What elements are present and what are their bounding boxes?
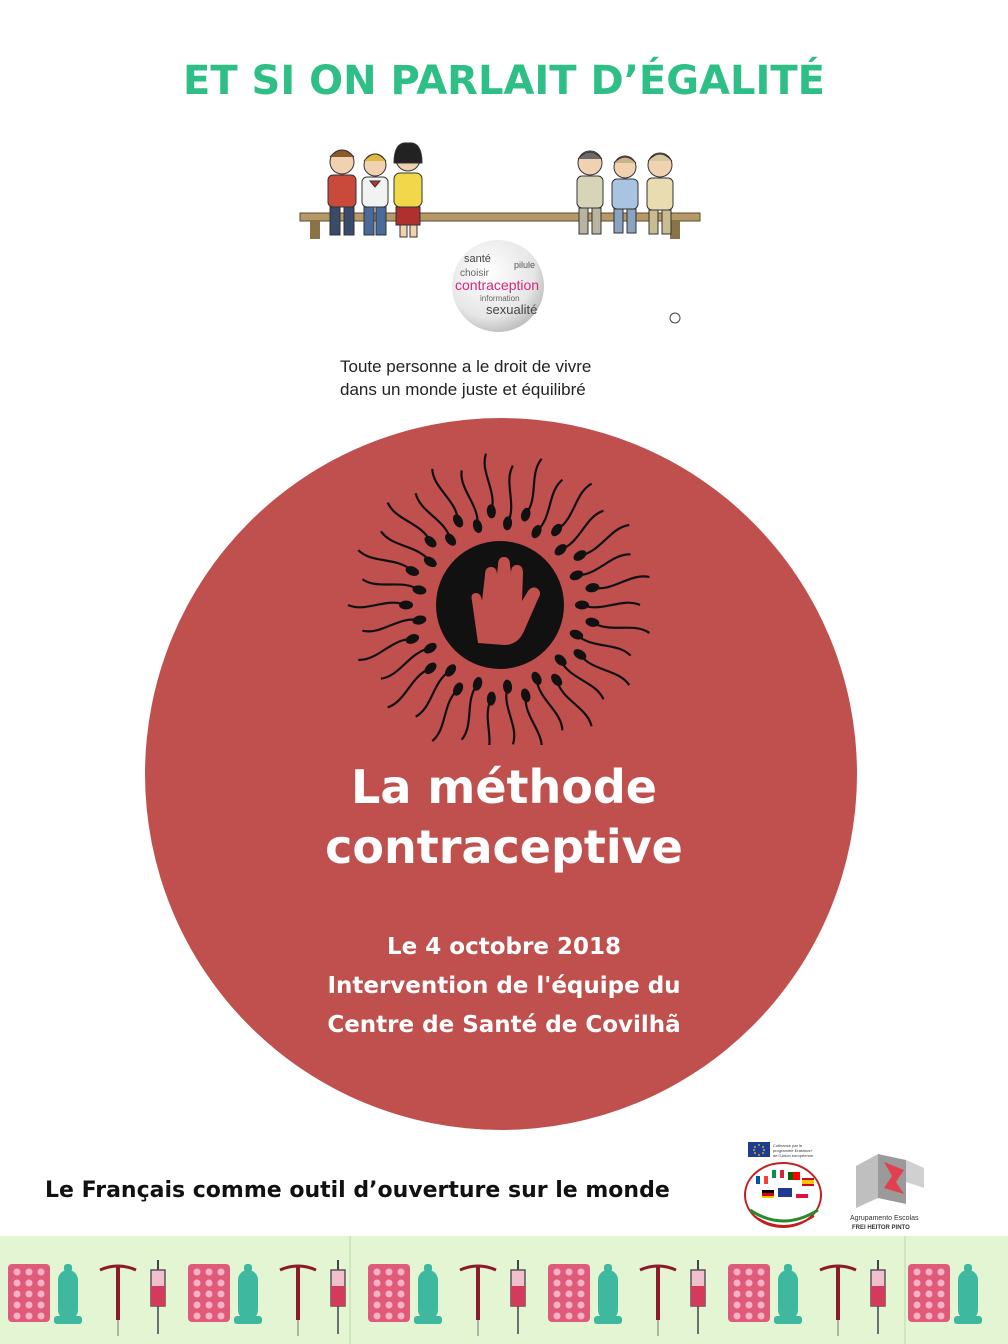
pill — [206, 1280, 213, 1287]
pill — [758, 1313, 765, 1320]
sperm-tail — [381, 648, 430, 679]
sperm-tail — [592, 622, 649, 633]
condom-tip — [424, 1264, 432, 1272]
school-logo-text: Agrupamento Escolas — [850, 1215, 919, 1222]
sperm-tail — [506, 687, 514, 745]
event-detail-line: Intervention de l'équipe du — [327, 973, 681, 999]
pill — [374, 1280, 381, 1287]
pill — [926, 1291, 933, 1298]
pill — [938, 1291, 945, 1298]
pill — [566, 1302, 573, 1309]
sperm-tail — [362, 579, 419, 590]
condom-rim — [594, 1316, 622, 1324]
pill — [914, 1269, 921, 1276]
pill — [734, 1269, 741, 1276]
sperm-tail — [576, 635, 630, 656]
subtitle-line: Toute personne a le droit de vivre — [340, 357, 592, 376]
sphere-word: sexualité — [486, 302, 538, 317]
footer-motto: Le Français comme outil d’ouverture sur le monde — [45, 1178, 670, 1203]
pill — [398, 1291, 405, 1298]
pill — [194, 1313, 201, 1320]
sphere-word: information — [480, 294, 520, 303]
svg-text:Cofinancé par le: Cofinancé par le — [773, 1143, 803, 1148]
pill — [14, 1313, 21, 1320]
pill — [554, 1313, 561, 1320]
pill — [578, 1291, 585, 1298]
condom — [418, 1270, 438, 1320]
sperm-head — [552, 542, 568, 558]
pill — [758, 1280, 765, 1287]
syringe-fluid — [871, 1286, 885, 1306]
sperm-head — [443, 531, 459, 548]
pill — [926, 1269, 933, 1276]
sperm-tail — [362, 619, 419, 631]
pill — [38, 1313, 45, 1320]
pill — [926, 1280, 933, 1287]
condom — [58, 1270, 78, 1320]
pill — [206, 1302, 213, 1309]
pill — [566, 1313, 573, 1320]
sperm-head — [422, 641, 439, 656]
pill — [218, 1302, 225, 1309]
pill — [758, 1302, 765, 1309]
pill — [374, 1302, 381, 1309]
pill — [578, 1280, 585, 1287]
pill — [218, 1291, 225, 1298]
pill — [194, 1302, 201, 1309]
condom — [238, 1270, 258, 1320]
sperm-head — [451, 513, 465, 530]
pill — [218, 1269, 225, 1276]
sperm-tail — [580, 525, 629, 556]
pill — [746, 1302, 753, 1309]
subtitle — [340, 355, 700, 401]
sperm-tail — [576, 554, 630, 575]
event-date: Le 4 octobre 2018 — [387, 934, 621, 960]
condom-tip — [244, 1264, 252, 1272]
pill — [578, 1269, 585, 1276]
sperm-head — [519, 687, 531, 703]
syringe-fluid — [691, 1286, 705, 1306]
sperm-head — [549, 522, 565, 539]
pill — [566, 1291, 573, 1298]
sperm-tail — [557, 680, 592, 726]
main-title-line: La méthode — [351, 760, 657, 814]
pill — [386, 1269, 393, 1276]
sperm-tail — [485, 454, 493, 512]
pill — [938, 1269, 945, 1276]
sperm-head — [585, 617, 600, 628]
sperm-tail — [526, 695, 542, 745]
pill — [38, 1269, 45, 1276]
pill — [578, 1302, 585, 1309]
pill — [14, 1280, 21, 1287]
pill — [554, 1280, 561, 1287]
pill — [398, 1313, 405, 1320]
sperm-head — [529, 670, 543, 687]
pill — [194, 1291, 201, 1298]
pill — [374, 1313, 381, 1320]
pill — [26, 1313, 33, 1320]
pill — [734, 1302, 741, 1309]
school-logo — [848, 1148, 930, 1234]
condom — [598, 1270, 618, 1320]
sperm-head — [412, 614, 427, 625]
pill — [374, 1269, 381, 1276]
sperm-tail — [358, 639, 412, 660]
sperm-tail — [561, 511, 604, 550]
pill — [914, 1280, 921, 1287]
pill — [38, 1280, 45, 1287]
sperm-tail — [348, 603, 406, 608]
sperm-head — [572, 548, 589, 563]
sperm-tail — [580, 654, 629, 685]
pill — [398, 1269, 405, 1276]
pill — [938, 1280, 945, 1287]
pill — [206, 1291, 213, 1298]
event-details — [0, 928, 1008, 1045]
sperm-head — [422, 534, 438, 550]
condom — [778, 1270, 798, 1320]
event-detail-line: Centre de Santé de Covilhã — [327, 1012, 681, 1038]
sperm-head — [568, 569, 584, 582]
sperm-tail — [381, 531, 430, 562]
sphere-word: santé — [464, 253, 491, 265]
sperm-tail — [526, 459, 542, 515]
svg-text:de l'Union européenne: de l'Union européenne — [773, 1153, 814, 1158]
contraception-word-sphere — [450, 238, 546, 334]
sperm-tail — [592, 576, 649, 588]
pill — [914, 1302, 921, 1309]
pill — [566, 1269, 573, 1276]
condom-rim — [774, 1316, 802, 1324]
sperm-tail — [486, 699, 491, 745]
pill — [386, 1291, 393, 1298]
condom — [958, 1270, 978, 1320]
pill — [746, 1313, 753, 1320]
pill — [206, 1313, 213, 1320]
pill — [14, 1291, 21, 1298]
pill — [734, 1291, 741, 1298]
condom-tip — [964, 1264, 972, 1272]
pill — [914, 1313, 921, 1320]
sperm-tail — [582, 603, 640, 608]
sperm-tail — [508, 466, 513, 524]
pill — [554, 1302, 561, 1309]
pill — [734, 1313, 741, 1320]
sphere-word: choisir — [460, 268, 489, 279]
main-title — [0, 757, 1008, 877]
sperm-tail — [432, 469, 458, 521]
pill — [554, 1269, 561, 1276]
condom-tip — [784, 1264, 792, 1272]
sperm-tail — [416, 670, 451, 716]
pill — [734, 1280, 741, 1287]
sperm-tail — [358, 550, 412, 571]
pill — [194, 1280, 201, 1287]
pill — [386, 1313, 393, 1320]
sperm-burst-stop-hand-icon — [300, 425, 700, 745]
pill — [218, 1313, 225, 1320]
pill — [374, 1291, 381, 1298]
pill — [926, 1313, 933, 1320]
sperm-tail — [416, 493, 451, 539]
pill — [194, 1269, 201, 1276]
pill — [578, 1313, 585, 1320]
condom-rim — [54, 1316, 82, 1324]
contraceptives-decorative-strip — [0, 1236, 1008, 1344]
syringe-fluid — [331, 1286, 345, 1306]
syringe-fluid — [511, 1286, 525, 1306]
pill — [26, 1302, 33, 1309]
sperm-tail — [462, 684, 478, 740]
pill — [926, 1302, 933, 1309]
pill — [38, 1302, 45, 1309]
pill — [938, 1302, 945, 1309]
pill — [554, 1291, 561, 1298]
pill — [26, 1280, 33, 1287]
sperm-head — [502, 516, 512, 531]
sperm-head — [585, 582, 600, 593]
sperm-tail — [461, 470, 477, 526]
pill — [26, 1269, 33, 1276]
sphere-word: contraception — [455, 277, 540, 293]
sperm-head — [443, 662, 459, 679]
condom-rim — [234, 1316, 262, 1324]
pill — [206, 1269, 213, 1276]
pill — [26, 1291, 33, 1298]
pill — [566, 1280, 573, 1287]
pill — [746, 1280, 753, 1287]
pill — [386, 1302, 393, 1309]
sperm-head — [502, 679, 512, 694]
pill — [746, 1269, 753, 1276]
subtitle-line: dans un monde juste et équilibré — [340, 380, 586, 399]
condom-tip — [64, 1264, 72, 1272]
sperm-head — [422, 660, 438, 676]
pill — [398, 1302, 405, 1309]
sperm-head — [471, 518, 483, 534]
main-title-line: contraceptive — [325, 820, 683, 874]
pill — [914, 1291, 921, 1298]
sperm-head — [404, 632, 420, 645]
erasmus-plus-logo — [738, 1140, 838, 1232]
pill — [14, 1269, 21, 1276]
sperm-head — [412, 584, 427, 595]
sperm-head — [399, 601, 413, 610]
pill — [218, 1280, 225, 1287]
pill — [758, 1291, 765, 1298]
condom-tip — [604, 1264, 612, 1272]
sperm-tail — [432, 689, 458, 741]
sperm-head — [486, 691, 496, 706]
pill — [746, 1291, 753, 1298]
pill — [938, 1313, 945, 1320]
pill — [38, 1291, 45, 1298]
school-logo-text: FREI HEITOR PINTO — [852, 1225, 910, 1231]
page-title: ET SI ON PARLAIT D’ÉGALITÉ — [183, 58, 825, 104]
sperm-head — [552, 652, 568, 668]
pill — [758, 1269, 765, 1276]
sperm-head — [575, 601, 589, 610]
svg-text:programme Erasmus+: programme Erasmus+ — [773, 1148, 813, 1153]
pill — [14, 1302, 21, 1309]
condom-rim — [414, 1316, 442, 1324]
syringe-fluid — [151, 1286, 165, 1306]
sphere-word: pilule — [514, 260, 536, 270]
sperm-head — [486, 504, 496, 519]
sperm-head — [549, 672, 565, 689]
pill — [386, 1280, 393, 1287]
condom-rim — [954, 1316, 982, 1324]
pill — [398, 1280, 405, 1287]
